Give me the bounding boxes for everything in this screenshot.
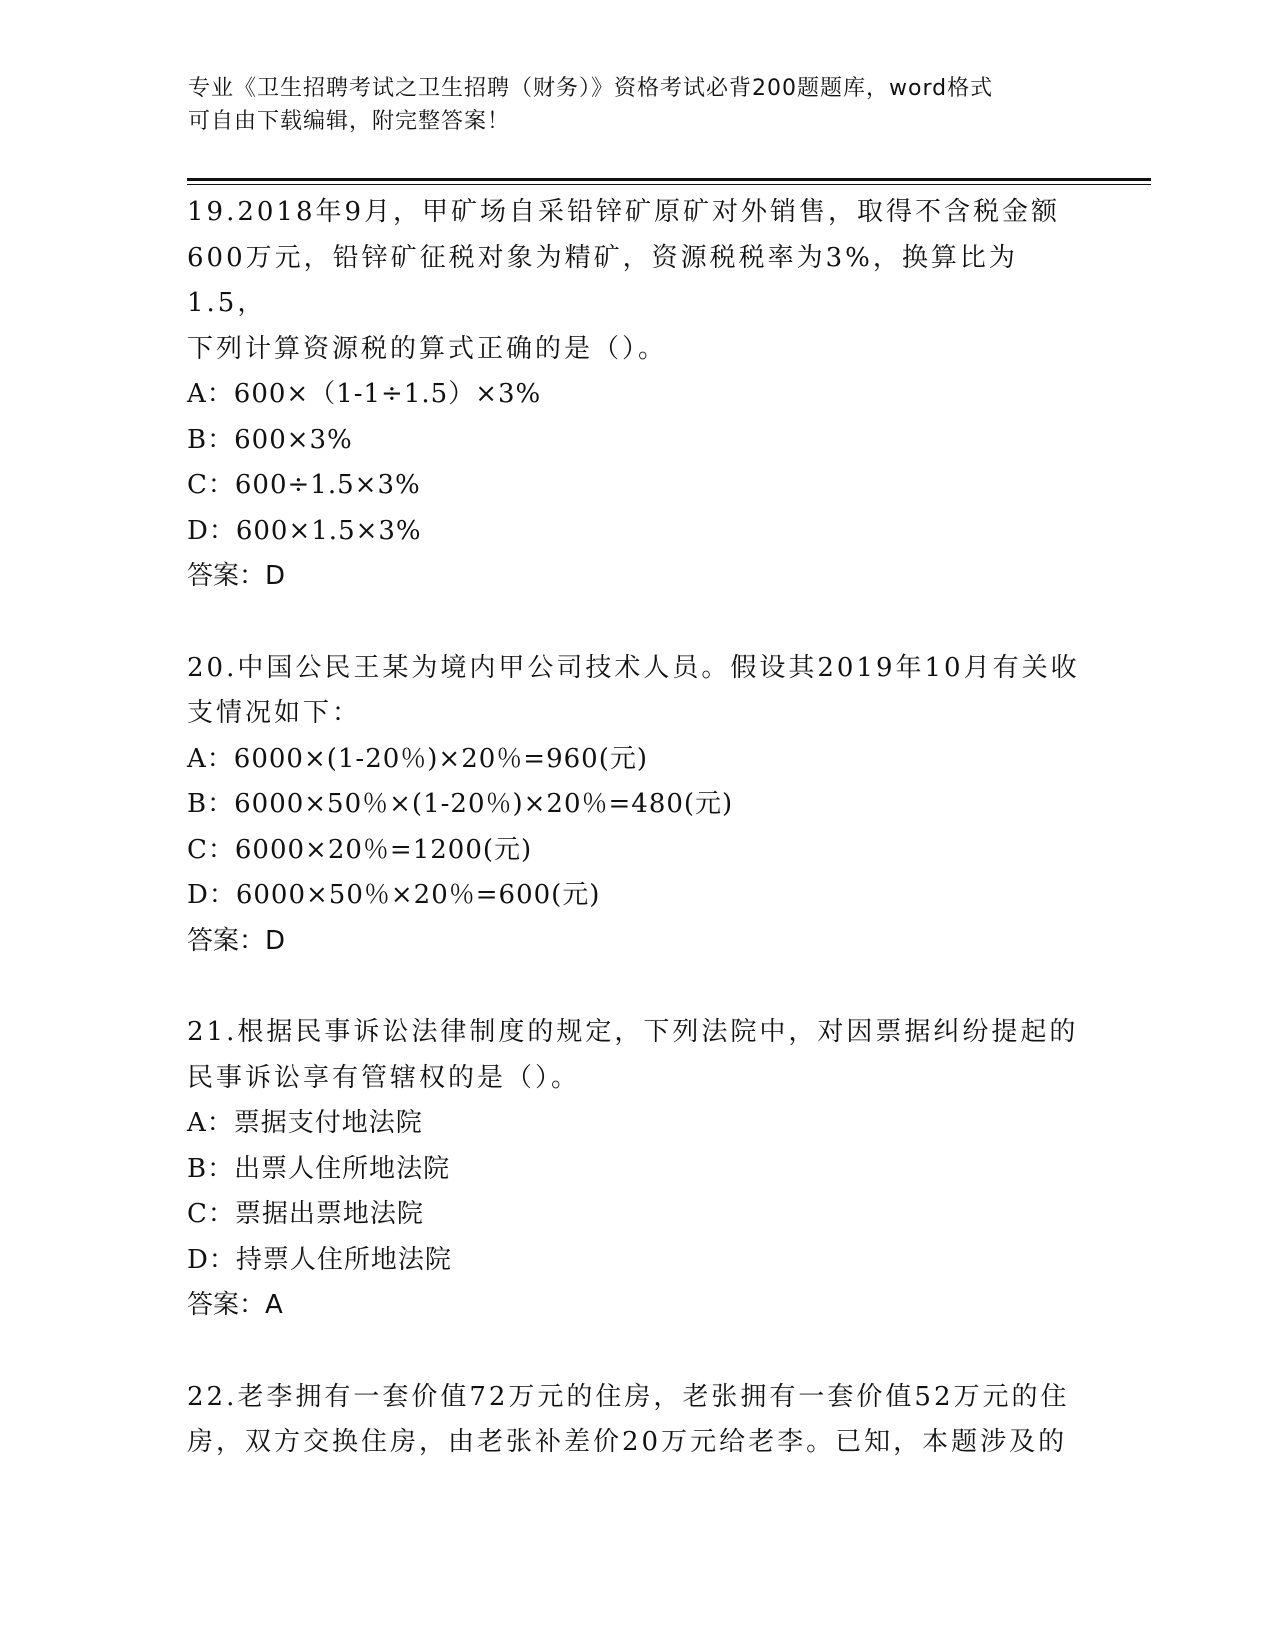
question-21 — [187, 1010, 1087, 1329]
stem-line: 房，双方交换住房，由老张补差价20万元给老李。已知，本题涉及的 — [187, 1427, 1068, 1457]
option-a: A：6000×(1-20％)×20％=960(元) — [187, 743, 648, 774]
stem-line: 19.2018年9月，甲矿场自采铅锌矿原矿对外销售，取得不含税金额 — [187, 197, 1061, 227]
question-stem — [187, 646, 1087, 737]
question-22 — [187, 1375, 1087, 1466]
question-stem — [187, 190, 1087, 372]
stem-line: 民事诉讼享有管辖权的是（）。 — [187, 1062, 581, 1093]
stem-line: 20.中国公民王某为境内甲公司技术人员。假设其2019年10月有关收 — [187, 652, 1080, 683]
header-divider-thin — [187, 184, 1151, 185]
stem-line: 下列计算资源税的算式正确的是（）。 — [187, 333, 668, 364]
option-c: C：票据出票地法院 — [187, 1199, 424, 1229]
answer-label: 答案：D — [187, 561, 286, 591]
header-line-1: 专业《卫生招聘考试之卫生招聘（财务）》资格考试必背200题题库，word格式 — [188, 76, 994, 101]
answer-label: 答案：A — [187, 1290, 283, 1320]
option-c: C：6000×20％=1200(元) — [187, 834, 533, 865]
option-a: A：600×（1-1÷1.5）×3% — [187, 379, 542, 409]
option-d: D：6000×50％×20％=600(元) — [187, 880, 601, 910]
option-b: B：600×3% — [187, 424, 353, 455]
option-d: D：持票人住所地法院 — [187, 1244, 452, 1275]
question-20 — [187, 646, 1087, 965]
option-c: C：600÷1.5×3% — [187, 470, 421, 500]
question-19 — [187, 190, 1087, 600]
stem-line: 600万元，铅锌矿征税对象为精矿，资源税税率为3%，换算比为1.5， — [187, 242, 1018, 318]
option-a: A：票据支付地法院 — [187, 1108, 423, 1138]
question-stem — [187, 1375, 1087, 1466]
stem-line: 22.老李拥有一套价值72万元的住房，老张拥有一套价值52万元的住 — [187, 1381, 1070, 1412]
question-list — [187, 190, 1087, 1512]
header-line-2: 可自由下载编辑，附完整答案！ — [188, 109, 511, 134]
stem-line: 支情况如下： — [187, 698, 362, 728]
header-divider-thick — [187, 178, 1151, 181]
answer-label: 答案：D — [187, 925, 286, 956]
option-b: B：出票人住所地法院 — [187, 1153, 451, 1184]
option-d: D：600×1.5×3% — [187, 515, 422, 546]
stem-line: 21.根据民事诉讼法律制度的规定，下列法院中，对因票据纠纷提起的 — [187, 1017, 1079, 1047]
document-header — [188, 72, 1068, 138]
question-stem — [187, 1010, 1087, 1101]
option-b: B：6000×50％×(1-20％)×20％=480(元) — [187, 789, 734, 819]
